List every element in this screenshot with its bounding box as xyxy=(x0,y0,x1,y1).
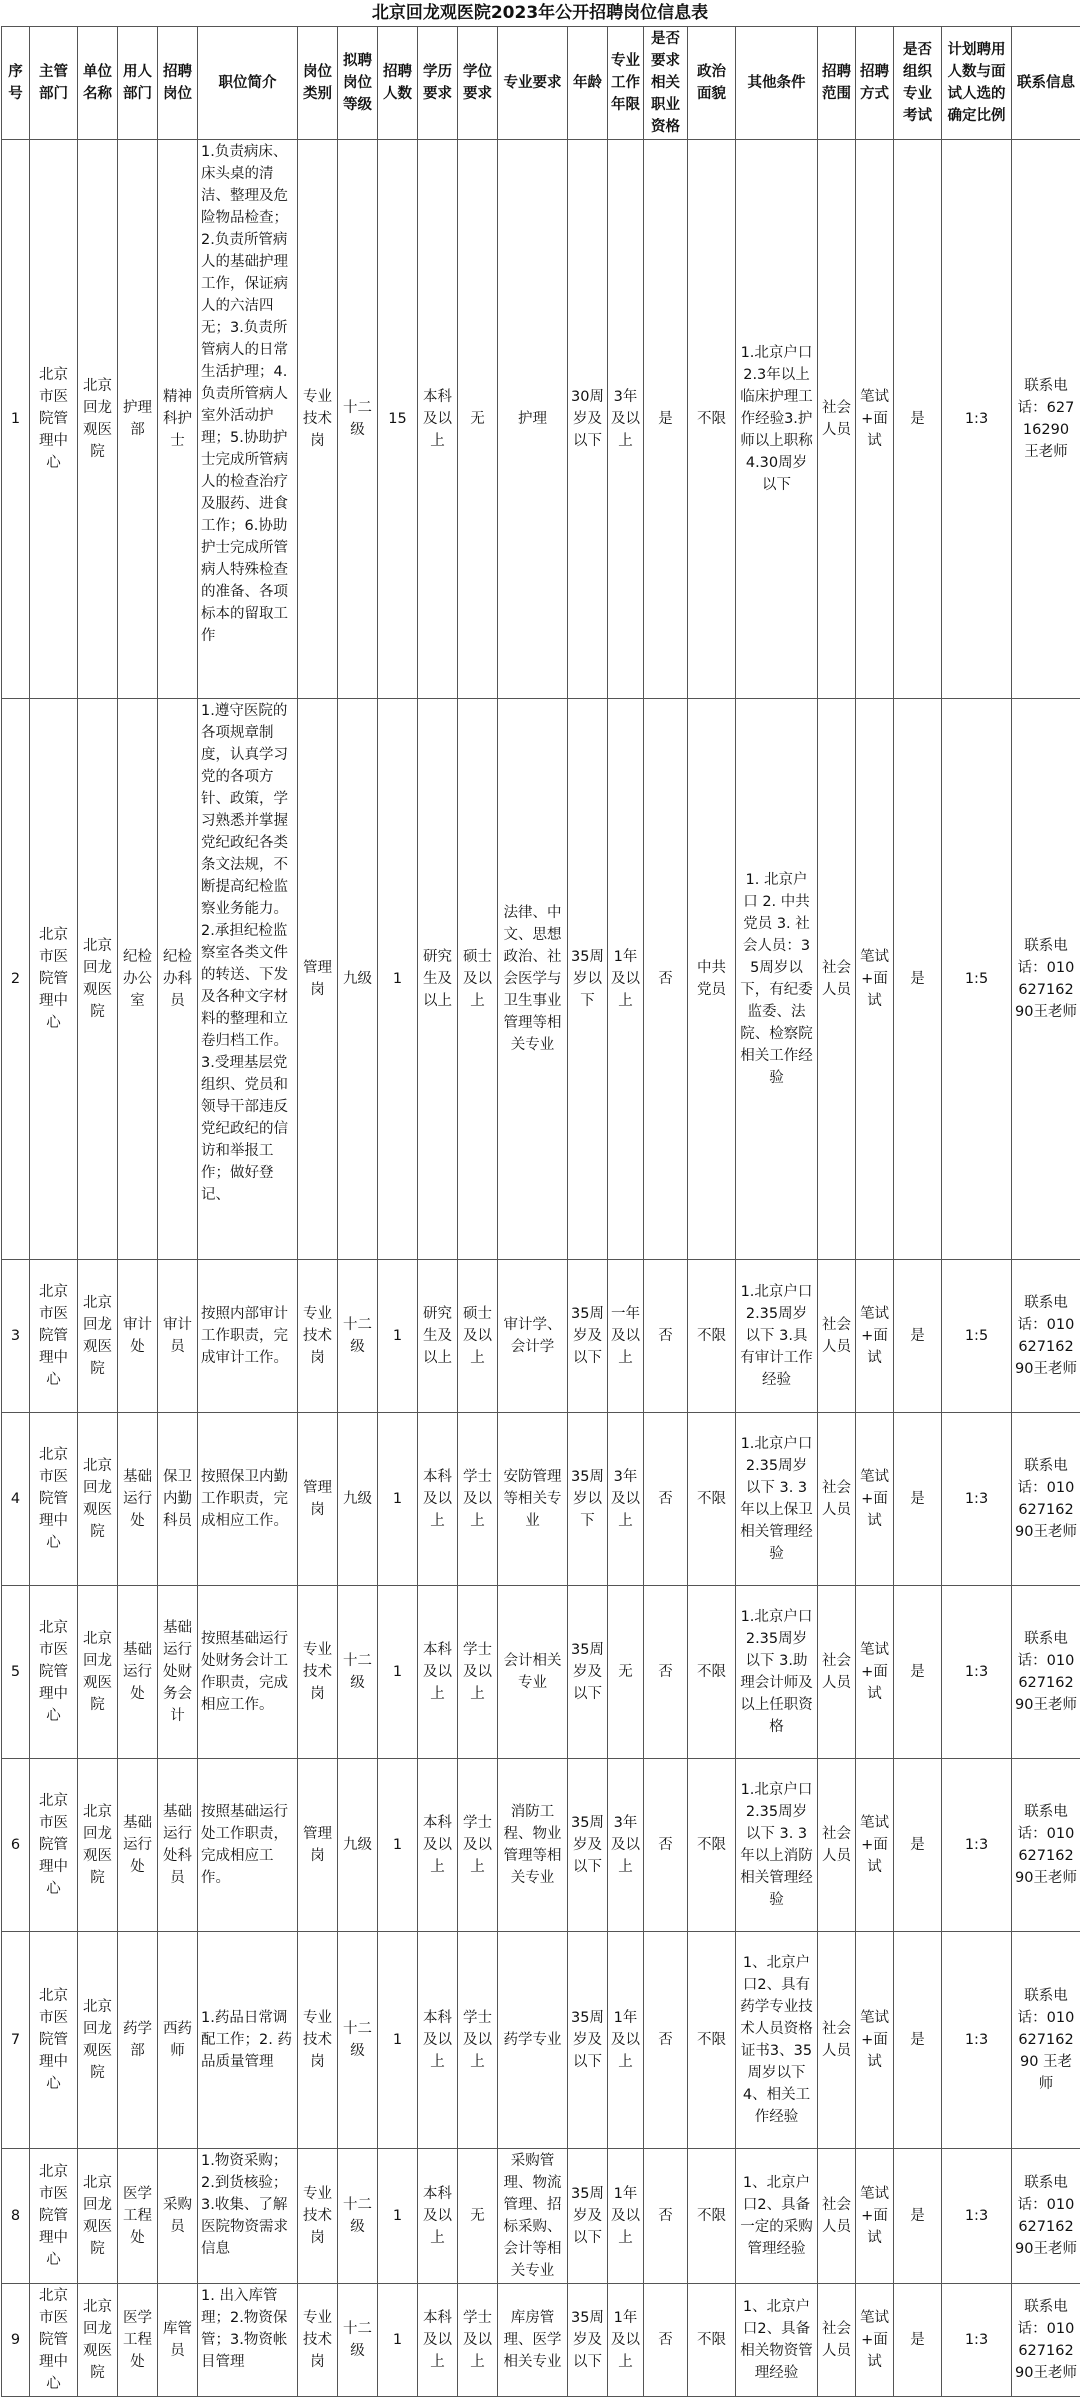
cell-contact: 联系电话：62716290 王老师 xyxy=(1012,140,1080,699)
cell-position: 库管员 xyxy=(158,2284,198,2397)
cell-seq: 1 xyxy=(2,140,30,699)
cell-user-dept: 医学工程处 xyxy=(118,2149,158,2284)
cell-political: 不限 xyxy=(688,1413,736,1586)
cell-seq: 5 xyxy=(2,1586,30,1759)
cell-degree: 学士及以上 xyxy=(458,1932,498,2149)
cell-qualification: 否 xyxy=(644,1586,688,1759)
header-cell: 联系信息 xyxy=(1012,27,1080,140)
header-cell: 招聘范围 xyxy=(818,27,856,140)
cell-education: 本科及以上 xyxy=(418,2149,458,2284)
cell-education: 本科及以上 xyxy=(418,2284,458,2397)
cell-education: 本科及以上 xyxy=(418,1932,458,2149)
cell-political: 不限 xyxy=(688,140,736,699)
cell-method: 笔试+面试 xyxy=(856,1759,894,1932)
cell-intro xyxy=(198,699,298,1260)
cell-exam: 是 xyxy=(894,699,942,1260)
cell-qualification: 是 xyxy=(644,140,688,699)
cell-unit: 北京回龙观医院 xyxy=(78,1260,118,1413)
cell-major: 法律、中文、思想政治、社会医学与卫生事业管理等相关专业 xyxy=(498,699,568,1260)
cell-level: 十二级 xyxy=(338,140,378,699)
cell-category: 专业技术岗 xyxy=(298,1586,338,1759)
cell-unit: 北京回龙观医院 xyxy=(78,1413,118,1586)
cell-scope: 社会人员 xyxy=(818,2149,856,2284)
cell-seq: 7 xyxy=(2,1932,30,2149)
cell-age: 35周岁及以下 xyxy=(568,1932,608,2149)
cell-contact: 联系电话：01062716290王老师 xyxy=(1012,2149,1080,2284)
cell-count: 1 xyxy=(378,1759,418,1932)
cell-contact: 联系电话：01062716290王老师 xyxy=(1012,1759,1080,1932)
cell-user-dept: 药学部 xyxy=(118,1932,158,2149)
table-row xyxy=(2,140,1080,699)
cell-years: 3年及以上 xyxy=(608,140,644,699)
cell-age: 35周岁以下 xyxy=(568,699,608,1260)
cell-contact: 联系电话：01062716290王老师 xyxy=(1012,1413,1080,1586)
cell-level: 九级 xyxy=(338,1759,378,1932)
cell-qualification: 否 xyxy=(644,699,688,1260)
cell-seq: 9 xyxy=(2,2284,30,2397)
cell-intro xyxy=(198,140,298,699)
intro-text: 1.药品日常调配工作；2. 药品质量管理 xyxy=(201,2007,294,2073)
cell-exam: 是 xyxy=(894,2284,942,2397)
cell-count: 1 xyxy=(378,1586,418,1759)
header-cell: 其他条件 xyxy=(736,27,818,140)
header-cell: 计划聘用人数与面试人选的确定比例 xyxy=(942,27,1012,140)
cell-other: 1.北京户口 2.35周岁以下 3.具有审计工作经验 xyxy=(736,1260,818,1413)
cell-major: 护理 xyxy=(498,140,568,699)
cell-education: 研究生及以上 xyxy=(418,699,458,1260)
cell-count: 1 xyxy=(378,699,418,1260)
cell-qualification: 否 xyxy=(644,1759,688,1932)
cell-scope: 社会人员 xyxy=(818,699,856,1260)
cell-scope: 社会人员 xyxy=(818,1413,856,1586)
cell-intro xyxy=(198,1759,298,1932)
cell-dept: 北京市医院管理中心 xyxy=(30,140,78,699)
cell-ratio: 1:5 xyxy=(942,1260,1012,1413)
cell-user-dept: 审计处 xyxy=(118,1260,158,1413)
cell-ratio: 1:3 xyxy=(942,1759,1012,1932)
cell-user-dept: 基础运行处 xyxy=(118,1413,158,1586)
cell-intro xyxy=(198,1932,298,2149)
cell-unit: 北京回龙观医院 xyxy=(78,2149,118,2284)
cell-scope: 社会人员 xyxy=(818,1759,856,1932)
intro-text: 按照保卫内勤工作职责，完成相应工作。 xyxy=(201,1466,294,1532)
cell-degree: 硕士及以上 xyxy=(458,699,498,1260)
cell-degree: 学士及以上 xyxy=(458,1586,498,1759)
header-cell: 专业要求 xyxy=(498,27,568,140)
cell-position: 采购员 xyxy=(158,2149,198,2284)
cell-count: 1 xyxy=(378,1413,418,1586)
cell-contact: 联系电话：01062716290 王老师 xyxy=(1012,1932,1080,2149)
table-row xyxy=(2,1413,1080,1586)
cell-user-dept: 纪检办公室 xyxy=(118,699,158,1260)
cell-other: 1.北京户口 2.35周岁以下 3. 3年以上保卫相关管理经验 xyxy=(736,1413,818,1586)
cell-category: 管理岗 xyxy=(298,1413,338,1586)
cell-count: 1 xyxy=(378,2284,418,2397)
cell-education: 本科及以上 xyxy=(418,1413,458,1586)
intro-text: 按照基础运行处工作职责，完成相应工作。 xyxy=(201,1801,294,1889)
cell-level: 九级 xyxy=(338,1413,378,1586)
header-cell: 招聘岗位 xyxy=(158,27,198,140)
cell-count: 15 xyxy=(378,140,418,699)
cell-dept: 北京市医院管理中心 xyxy=(30,1586,78,1759)
cell-method: 笔试+面试 xyxy=(856,699,894,1260)
intro-text: 按照内部审计工作职责，完成审计工作。 xyxy=(201,1303,294,1369)
cell-other: 1、北京户口2、具备一定的采购管理经验 xyxy=(736,2149,818,2284)
cell-contact: 联系电话：01062716290王老师 xyxy=(1012,1586,1080,1759)
cell-category: 专业技术岗 xyxy=(298,140,338,699)
cell-education: 研究生及以上 xyxy=(418,1260,458,1413)
cell-intro xyxy=(198,2284,298,2397)
cell-method: 笔试+面试 xyxy=(856,1260,894,1413)
cell-age: 35周岁及以下 xyxy=(568,1260,608,1413)
header-cell: 拟聘岗位等级 xyxy=(338,27,378,140)
cell-major: 库房管理、医学相关专业 xyxy=(498,2284,568,2397)
cell-method: 笔试+面试 xyxy=(856,2149,894,2284)
table-row xyxy=(2,2284,1080,2397)
cell-scope: 社会人员 xyxy=(818,1932,856,2149)
cell-dept: 北京市医院管理中心 xyxy=(30,1260,78,1413)
cell-ratio: 1:5 xyxy=(942,699,1012,1260)
intro-text: 1.物资采购；2.到货核验；3.收集、了解医院物资需求信息 xyxy=(201,2150,294,2260)
cell-category: 专业技术岗 xyxy=(298,1932,338,2149)
cell-age: 35周岁及以下 xyxy=(568,1759,608,1932)
table-title: 北京回龙观医院2023年公开招聘岗位信息表 xyxy=(0,0,1080,26)
intro-text: 1.负责病床、床头桌的清洁、整理及危险物品检查；2.负责所管病人的基础护理工作，保证病人的六洁四无；3.负责所管病人的日常生活护理；4.负责所管病人室外活动护理；5.协助护士完成所管病人的检查治疗及服药、进食工作；6.协助护士完成所管病人特殊检查的准备、各项标本的留取工作 xyxy=(201,141,294,693)
cell-position: 精神科护士 xyxy=(158,140,198,699)
cell-dept: 北京市医院管理中心 xyxy=(30,2149,78,2284)
cell-other: 1.北京户口 2.3年以上临床护理工作经验3.护师以上职称4.30周岁以下 xyxy=(736,140,818,699)
cell-position: 基础运行处科员 xyxy=(158,1759,198,1932)
cell-user-dept: 基础运行处 xyxy=(118,1759,158,1932)
cell-seq: 6 xyxy=(2,1759,30,1932)
cell-education: 本科及以上 xyxy=(418,140,458,699)
cell-dept: 北京市医院管理中心 xyxy=(30,1932,78,2149)
cell-major: 安防管理等相关专业 xyxy=(498,1413,568,1586)
header-cell: 招聘人数 xyxy=(378,27,418,140)
cell-unit: 北京回龙观医院 xyxy=(78,2284,118,2397)
cell-age: 35周岁以下 xyxy=(568,1413,608,1586)
cell-years: 1年及以上 xyxy=(608,2284,644,2397)
cell-education: 本科及以上 xyxy=(418,1586,458,1759)
cell-exam: 是 xyxy=(894,2149,942,2284)
cell-degree: 无 xyxy=(458,140,498,699)
cell-age: 35周岁及以下 xyxy=(568,2284,608,2397)
cell-level: 十二级 xyxy=(338,1260,378,1413)
cell-major: 审计学、会计学 xyxy=(498,1260,568,1413)
cell-ratio: 1:3 xyxy=(942,1413,1012,1586)
header-cell: 用人部门 xyxy=(118,27,158,140)
table-row xyxy=(2,699,1080,1260)
header-cell: 职位简介 xyxy=(198,27,298,140)
cell-contact: 联系电话：01062716290王老师 xyxy=(1012,2284,1080,2397)
recruitment-table xyxy=(1,26,1080,2397)
cell-exam: 是 xyxy=(894,1759,942,1932)
cell-scope: 社会人员 xyxy=(818,1260,856,1413)
header-cell: 是否组织专业考试 xyxy=(894,27,942,140)
cell-intro xyxy=(198,1413,298,1586)
cell-category: 专业技术岗 xyxy=(298,2284,338,2397)
cell-dept: 北京市医院管理中心 xyxy=(30,699,78,1260)
table-row xyxy=(2,1260,1080,1413)
cell-unit: 北京回龙观医院 xyxy=(78,699,118,1260)
header-cell: 主管部门 xyxy=(30,27,78,140)
cell-intro xyxy=(198,1586,298,1759)
cell-exam: 是 xyxy=(894,1260,942,1413)
cell-qualification: 否 xyxy=(644,2149,688,2284)
cell-ratio: 1:3 xyxy=(942,2149,1012,2284)
cell-method: 笔试+面试 xyxy=(856,1413,894,1586)
cell-degree: 学士及以上 xyxy=(458,1759,498,1932)
cell-other: 1.北京户口 2.35周岁以下 3.助理会计师及以上任职资格 xyxy=(736,1586,818,1759)
cell-ratio: 1:3 xyxy=(942,1586,1012,1759)
cell-position: 审计员 xyxy=(158,1260,198,1413)
cell-seq: 3 xyxy=(2,1260,30,1413)
cell-contact: 联系电话：01062716290王老师 xyxy=(1012,1260,1080,1413)
cell-ratio: 1:3 xyxy=(942,2284,1012,2397)
cell-other: 1. 北京户口 2. 中共党员 3. 社会人员：35周岁以下，有纪委监委、法院、检察院相关工作经验 xyxy=(736,699,818,1260)
intro-text: 1.遵守医院的各项规章制度，认真学习党的各项方针、政策，学习熟悉并掌握党纪政纪各类条文法规，不断提高纪检监察业务能力。2.承担纪检监察室各类文件的转送、下发及各种文字材料的整理和立卷归档工作。3.受理基层党组织、党员和领导干部违反党纪政纪的信访和举报工作；做好登记、 xyxy=(201,700,294,1254)
cell-ratio: 1:3 xyxy=(942,1932,1012,2149)
cell-exam: 是 xyxy=(894,140,942,699)
header-cell: 是否要求相关职业资格 xyxy=(644,27,688,140)
cell-category: 管理岗 xyxy=(298,1759,338,1932)
cell-seq: 4 xyxy=(2,1413,30,1586)
header-cell: 招聘方式 xyxy=(856,27,894,140)
cell-age: 35周岁及以下 xyxy=(568,2149,608,2284)
cell-exam: 是 xyxy=(894,1586,942,1759)
cell-age: 35周岁及以下 xyxy=(568,1586,608,1759)
header-cell: 政治面貌 xyxy=(688,27,736,140)
cell-category: 管理岗 xyxy=(298,699,338,1260)
cell-level: 九级 xyxy=(338,699,378,1260)
cell-level: 十二级 xyxy=(338,2284,378,2397)
cell-political: 不限 xyxy=(688,2284,736,2397)
table-body xyxy=(2,140,1080,2397)
cell-unit: 北京回龙观医院 xyxy=(78,1586,118,1759)
cell-education: 本科及以上 xyxy=(418,1759,458,1932)
cell-category: 专业技术岗 xyxy=(298,2149,338,2284)
cell-scope: 社会人员 xyxy=(818,2284,856,2397)
table-row xyxy=(2,2149,1080,2284)
header-cell: 专业工作年限 xyxy=(608,27,644,140)
header-cell: 岗位类别 xyxy=(298,27,338,140)
table-row xyxy=(2,1586,1080,1759)
cell-user-dept: 医学工程处 xyxy=(118,2284,158,2397)
table-row xyxy=(2,1759,1080,1932)
header-cell: 单位名称 xyxy=(78,27,118,140)
cell-count: 1 xyxy=(378,1932,418,2149)
header-cell: 年龄 xyxy=(568,27,608,140)
cell-years: 1年及以上 xyxy=(608,699,644,1260)
cell-degree: 学士及以上 xyxy=(458,1413,498,1586)
cell-major: 会计相关专业 xyxy=(498,1586,568,1759)
cell-level: 十二级 xyxy=(338,1932,378,2149)
cell-other: 1、北京户口2、具备相关物资管理经验 xyxy=(736,2284,818,2397)
cell-qualification: 否 xyxy=(644,1932,688,2149)
cell-political: 中共党员 xyxy=(688,699,736,1260)
cell-method: 笔试+面试 xyxy=(856,140,894,699)
header-cell: 学位要求 xyxy=(458,27,498,140)
cell-contact: 联系电话：01062716290王老师 xyxy=(1012,699,1080,1260)
cell-years: 一年及以上 xyxy=(608,1260,644,1413)
header-cell: 学历要求 xyxy=(418,27,458,140)
cell-unit: 北京回龙观医院 xyxy=(78,1759,118,1932)
cell-dept: 北京市医院管理中心 xyxy=(30,1759,78,1932)
cell-major: 采购管理、物流管理、招标采购、会计等相关专业 xyxy=(498,2149,568,2284)
cell-level: 十二级 xyxy=(338,1586,378,1759)
cell-unit: 北京回龙观医院 xyxy=(78,140,118,699)
cell-seq: 2 xyxy=(2,699,30,1260)
cell-degree: 无 xyxy=(458,2149,498,2284)
cell-method: 笔试+面试 xyxy=(856,1586,894,1759)
cell-position: 西药师 xyxy=(158,1932,198,2149)
cell-position: 保卫内勤科员 xyxy=(158,1413,198,1586)
cell-years: 1年及以上 xyxy=(608,2149,644,2284)
intro-text: 1. 出入库管理；2.物资保管；3.物资帐目管理 xyxy=(201,2285,294,2373)
cell-political: 不限 xyxy=(688,1932,736,2149)
table-row xyxy=(2,1932,1080,2149)
cell-political: 不限 xyxy=(688,1260,736,1413)
cell-method: 笔试+面试 xyxy=(856,1932,894,2149)
cell-degree: 学士及以上 xyxy=(458,2284,498,2397)
cell-count: 1 xyxy=(378,2149,418,2284)
cell-political: 不限 xyxy=(688,1586,736,1759)
header-cell: 序号 xyxy=(2,27,30,140)
cell-seq: 8 xyxy=(2,2149,30,2284)
cell-qualification: 否 xyxy=(644,2284,688,2397)
cell-age: 30周岁及以下 xyxy=(568,140,608,699)
cell-position: 基础运行处财务会计 xyxy=(158,1586,198,1759)
cell-intro xyxy=(198,2149,298,2284)
cell-unit: 北京回龙观医院 xyxy=(78,1932,118,2149)
header-row xyxy=(2,27,1080,140)
cell-other: 1.北京户口 2.35周岁以下 3. 3年以上消防相关管理经验 xyxy=(736,1759,818,1932)
cell-category: 专业技术岗 xyxy=(298,1260,338,1413)
cell-years: 1年及以上 xyxy=(608,1932,644,2149)
cell-position: 纪检办科员 xyxy=(158,699,198,1260)
cell-user-dept: 护理部 xyxy=(118,140,158,699)
cell-level: 十二级 xyxy=(338,2149,378,2284)
cell-ratio: 1:3 xyxy=(942,140,1012,699)
cell-user-dept: 基础运行处 xyxy=(118,1586,158,1759)
cell-count: 1 xyxy=(378,1260,418,1413)
cell-other: 1、北京户口2、具有药学专业技术人员资格证书3、35周岁以下4、相关工作经验 xyxy=(736,1932,818,2149)
cell-years: 3年及以上 xyxy=(608,1759,644,1932)
cell-exam: 是 xyxy=(894,1932,942,2149)
cell-dept: 北京市医院管理中心 xyxy=(30,1413,78,1586)
cell-years: 无 xyxy=(608,1586,644,1759)
intro-text: 按照基础运行处财务会计工作职责，完成相应工作。 xyxy=(201,1628,294,1716)
cell-method: 笔试+面试 xyxy=(856,2284,894,2397)
cell-dept: 北京市医院管理中心 xyxy=(30,2284,78,2397)
cell-scope: 社会人员 xyxy=(818,1586,856,1759)
cell-scope: 社会人员 xyxy=(818,140,856,699)
cell-qualification: 否 xyxy=(644,1413,688,1586)
cell-intro xyxy=(198,1260,298,1413)
cell-qualification: 否 xyxy=(644,1260,688,1413)
cell-major: 消防工程、物业管理等相关专业 xyxy=(498,1759,568,1932)
cell-degree: 硕士及以上 xyxy=(458,1260,498,1413)
cell-political: 不限 xyxy=(688,1759,736,1932)
cell-major: 药学专业 xyxy=(498,1932,568,2149)
cell-years: 3年及以上 xyxy=(608,1413,644,1586)
cell-political: 不限 xyxy=(688,2149,736,2284)
cell-exam: 是 xyxy=(894,1413,942,1586)
